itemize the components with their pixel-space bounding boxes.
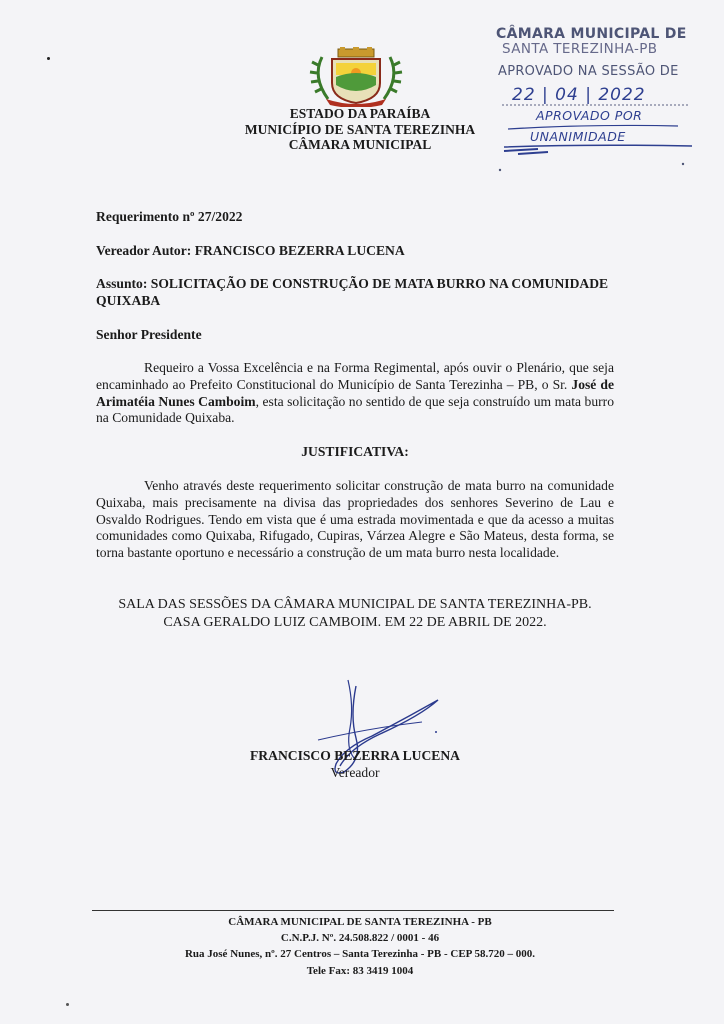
closing-block — [96, 596, 614, 631]
request-text-end: , esta solicitação no sentido de que seja construído um mata burro na Comunidade Quixaba. — [96, 393, 614, 426]
justification-title: JUSTIFICATIVA: — [301, 444, 409, 459]
subject-label: Assunto: — [96, 276, 151, 291]
footer-chamber: CÂMARA MUNICIPAL DE SANTA TEREZINHA - PB — [228, 916, 492, 928]
closing-line-1: SALA DAS SESSÕES DA CÂMARA MUNICIPAL DE SANTA TEREZINHA-PB. — [118, 597, 592, 612]
subject-text: SOLICITAÇÃO DE CONSTRUÇÃO DE MATA BURRO NA COMUNIDADE QUIXABA — [96, 276, 609, 308]
salutation: Senhor Presidente — [96, 327, 202, 342]
footer-cnpj: C.N.P.J. Nº. 24.508.822 / 0001 - 46 — [280, 932, 440, 945]
signer-title: Vereador — [330, 765, 380, 780]
footer-address: Rua José Nunes, nº. 27 Centros – Santa Terezinha - PB - CEP 58.720 – 000. — [184, 948, 536, 961]
author-name: FRANCISCO BEZERRA LUCENA — [194, 243, 405, 258]
stray-dot — [66, 1003, 69, 1006]
stamp-line-2: SANTA TEREZINHA-PB — [502, 41, 658, 57]
stamp-handwritten-unanimous: UNANIMIDADE — [530, 129, 626, 144]
request-text-start: Requeiro a Vossa Excelência e na Forma Regimental, após ouvir o Plenário, que seja encaminhado ao Prefeito Constitucional do Município de Santa Terezinha – PB, o Sr. — [96, 360, 614, 392]
approval-stamp — [478, 26, 718, 176]
stamp-line-3: APROVADO NA SESSÃO DE — [498, 64, 679, 79]
author-line — [96, 243, 614, 260]
mayor-name: José de Arimatéia Nunes Camboim — [96, 376, 614, 409]
signer-name: FRANCISCO BEZERRA LUCENA — [250, 748, 460, 763]
document-header — [200, 106, 520, 153]
municipal-crest-logo — [308, 47, 404, 107]
header-state: ESTADO DA PARAÍBA — [289, 106, 431, 121]
closing-line-2: CASA GERALDO LUIZ CAMBOIM. EM 22 DE ABRIL DE 2022. — [163, 614, 547, 630]
stray-dot — [47, 57, 50, 60]
document-footer — [130, 914, 590, 979]
requerimento-number: Requerimento nº 27/2022 — [96, 209, 243, 224]
author-label: Vereador Autor: — [96, 243, 195, 258]
header-municipality: MUNICÍPIO DE SANTA TEREZINHA — [244, 121, 476, 137]
stamp-line-1: CÂMARA MUNICIPAL DE — [496, 26, 687, 42]
justification-paragraph: Venho através deste requerimento solicitar construção de mata burro na comunidade Quixaba, mais precisamente na divisa das propriedades dos senhores Severino de Lau e Osvaldo Rodrigues. Tendo em vista que é uma estrada movimentada e que da acesso a muitas comunidades como Quixaba, Rifugado, Cupiras, Várzea Alegre e São Mateus, desta forma, se torna bastante oportuno e necessário a construção de um mata burro nesta localidade. — [96, 478, 614, 561]
footer-divider — [92, 910, 614, 911]
subject-line — [96, 276, 614, 310]
request-paragraph — [96, 360, 614, 427]
header-chamber: CÂMARA MUNICIPAL — [288, 137, 432, 152]
stamp-date: 22 | 04 | 2022 — [512, 85, 646, 105]
stamp-handwritten-approved: APROVADO POR — [536, 108, 643, 123]
footer-phone: Tele Fax: 83 3419 1004 — [306, 964, 414, 977]
